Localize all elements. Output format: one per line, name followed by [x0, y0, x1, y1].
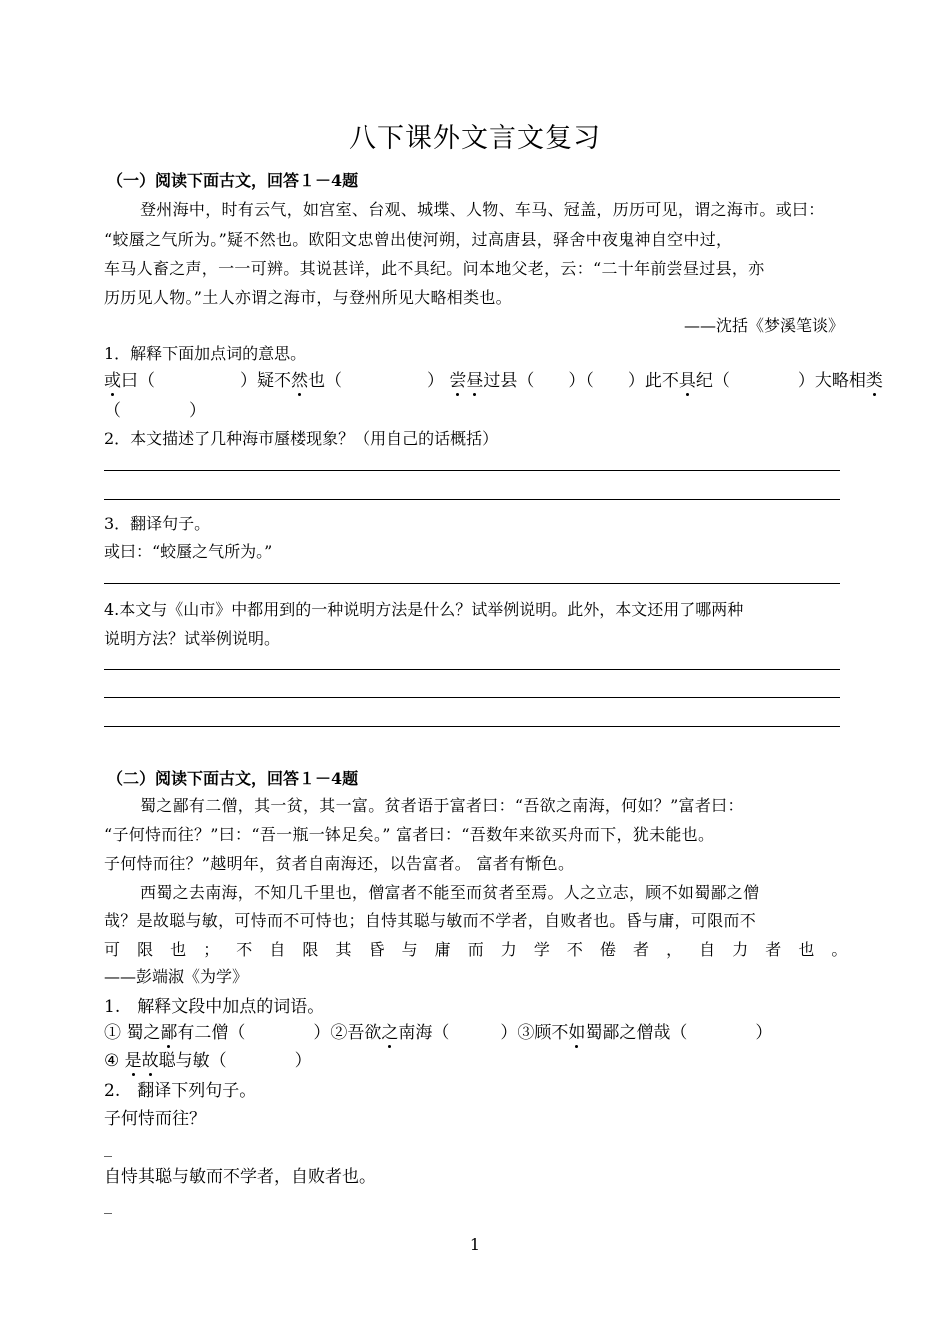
section2-passage-line-6 — [104, 937, 848, 960]
dotted-word: 昼 — [466, 366, 483, 391]
spread-char: 而 — [467, 940, 484, 959]
blank-mark: _ — [104, 1195, 112, 1214]
blank-mark: _ — [104, 1138, 112, 1157]
dotted-word: 之 — [381, 1018, 398, 1043]
section2-passage-line-1: 蜀之鄙有二僧，其一贫，其一富。贫者语于富者曰：“吾欲之南海，何如？”富者曰： — [140, 796, 744, 815]
answer-line — [104, 470, 840, 471]
spread-char: 其 — [335, 940, 352, 959]
answer-line — [104, 583, 840, 584]
spread-char: 自 — [699, 940, 716, 959]
section2-passage-line-2: “子何恃而往？”曰：“吾一瓶一钵足矣。” 富者曰：“吾数年来欲买舟而下，犹未能也。 — [104, 825, 715, 844]
spread-char: 自 — [269, 940, 286, 959]
section1-passage-line-1: 登州海中，时有云气，如宫室、台观、城堞、人物、车马、冠盖，历历可见，谓之海市。或曰： — [140, 200, 825, 219]
q1-text: ① 蜀之 — [104, 1023, 161, 1043]
answer-line — [104, 697, 840, 698]
spread-char: 可 — [104, 940, 121, 959]
page-title: 八下课外文言文复习 — [349, 123, 601, 154]
spread-char: 者 — [633, 940, 650, 959]
spread-char: 力 — [732, 940, 749, 959]
spread-char: 庸 — [434, 940, 451, 959]
section1-passage-line-2: “蛟蜃之气所为。”疑不然也。欧阳文忠曾出使河朔，过高唐县，驿舍中夜鬼神自空中过， — [104, 230, 733, 249]
section1-question-4-line-1: 4.本文与《山市》中都用到的一种说明方法是什么？试举例说明。此外，本文还用了哪两种 — [104, 600, 744, 619]
section1-passage-line-3: 车马人畜之声，一一可辨。其说甚详，此不具纪。问本地父老，云：“二十年前尝昼过县，亦 — [104, 259, 765, 278]
dotted-word: 或 — [104, 366, 121, 391]
spread-char: 也 — [170, 940, 187, 959]
q1-text: 曰 — [121, 371, 138, 391]
spread-char: 限 — [302, 940, 319, 959]
section1-question-4-line-2: 说明方法？试举例说明。 — [104, 629, 281, 648]
section1-passage-line-4: 历历见人物。”土人亦谓之海市，与登州所见大略相类也。 — [104, 288, 512, 307]
section2-source: ——彭端淑《为学》 — [104, 967, 249, 986]
answer-line — [104, 669, 840, 670]
spread-char: 也 — [798, 940, 815, 959]
q1-text: 聪与敏（ ） — [158, 1051, 312, 1071]
section1-question-2: 2．本文描述了几种海市蜃楼现象？（用自己的话概括） — [104, 429, 499, 448]
section2-passage-line-3: 子何恃而往？”越明年，贫者自南海还，以告富者。 富者有惭色。 — [104, 854, 575, 873]
section2-passage-line-4: 西蜀之去南海，不知几千里也，僧富者不能至而贫者至焉。人之立志，顾不如蜀鄙之僧 — [140, 883, 760, 902]
section1-question-1: 1．解释下面加点词的意思。 — [104, 344, 307, 363]
answer-line — [104, 499, 840, 500]
section2-question-1-items — [104, 1018, 772, 1043]
q1-text: 有二僧（ ）②吾欲 — [177, 1023, 382, 1043]
spread-char: 与 — [401, 940, 418, 959]
dotted-word: 故 — [142, 1046, 159, 1071]
dotted-word: 如 — [568, 1018, 585, 1043]
section2-question-2-sentence-1: 子何恃而往？ — [104, 1109, 206, 1129]
dotted-word: 类 — [866, 366, 883, 391]
q1-text: ④ — [104, 1051, 125, 1071]
section2-question-2-sentence-2: 自恃其聪与敏而不学者，自败者也。 — [104, 1167, 376, 1187]
dotted-word: 鄙 — [160, 1018, 177, 1043]
q1-text: 蜀鄙之僧哉（ ） — [585, 1023, 773, 1043]
section1-question-3-sentence: 或曰：“蛟蜃之气所为。” — [104, 542, 273, 561]
spread-char: ， — [666, 940, 683, 959]
dotted-word: 尝 — [449, 366, 466, 391]
spread-char: 限 — [137, 940, 154, 959]
page-number: 1 — [469, 1235, 481, 1254]
q1-text: 南海（ ）③顾不 — [398, 1023, 569, 1043]
spread-char: 者 — [765, 940, 782, 959]
q1-text: （ ）疑不 — [138, 371, 291, 391]
dotted-word: 是 — [125, 1046, 142, 1071]
spread-char: 。 — [831, 940, 848, 959]
spread-char: 倦 — [599, 940, 617, 959]
q1-text: 也（ ） — [308, 371, 444, 391]
dotted-word: 然 — [291, 366, 308, 391]
section2-passage-line-5: 哉？是故聪与敏，可恃而不可恃也；自恃其聪与敏而不学者，自败者也。昏与庸，可限而不 — [104, 911, 757, 930]
spread-char: 不 — [236, 940, 253, 959]
answer-line — [104, 726, 840, 727]
spread-char: 力 — [500, 940, 518, 959]
spread-char: ； — [203, 940, 220, 959]
section1-question-3: 3．翻译句子。 — [104, 514, 211, 533]
spread-char: 不 — [566, 940, 584, 959]
spread-char: 昏 — [368, 940, 385, 959]
dotted-word: 具 — [679, 366, 696, 391]
section2-question-1: 1. 解释文段中加点的词语。 — [104, 997, 325, 1017]
section1-question-1-items — [104, 366, 883, 391]
q1-text: 纪（ ）大略相 — [695, 371, 866, 391]
section1-question-1-blank: （ ） — [104, 401, 206, 421]
section2-heading: （二）阅读下面古文，回答１－4题 — [107, 769, 359, 788]
section2-question-2: 2. 翻译下列句子。 — [104, 1081, 257, 1101]
section2-question-1-items-2 — [104, 1046, 312, 1071]
q1-text: 过县（ ）（ ）此不 — [483, 371, 679, 391]
spread-char: 学 — [533, 940, 551, 959]
section1-source: ——沈括《梦溪笔谈》 — [683, 316, 844, 335]
section1-heading: （一）阅读下面古文，回答１－4题 — [107, 171, 359, 190]
